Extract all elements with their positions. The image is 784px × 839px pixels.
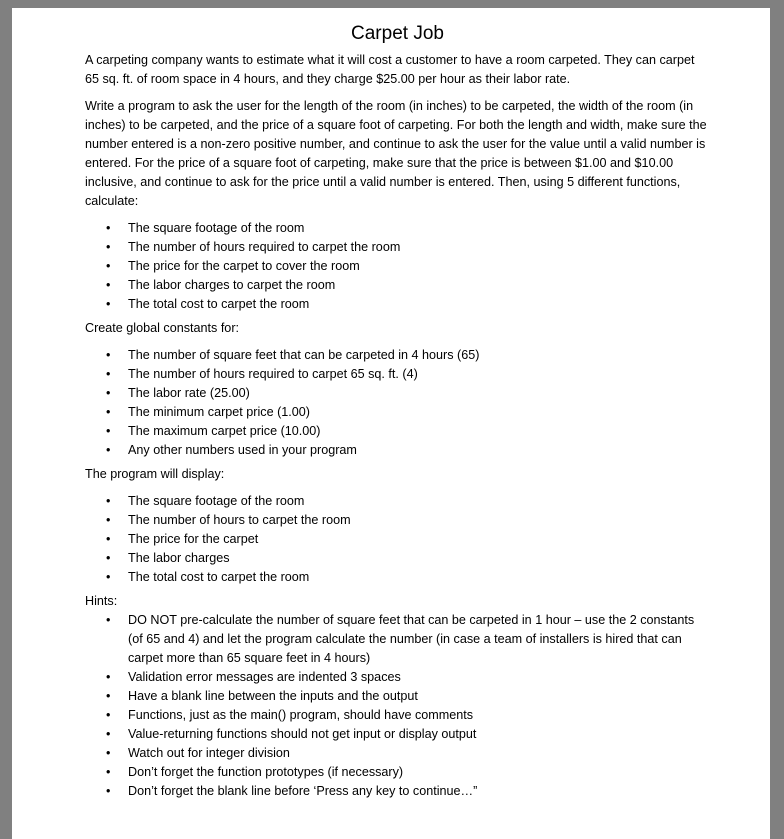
- list-item: • The price for the carpet: [128, 530, 710, 549]
- list-item: • The number of square feet that can be carpeted in 4 hours (65): [128, 346, 710, 365]
- constants-heading: Create global constants for:: [85, 321, 240, 335]
- list-item: • Watch out for integer division: [128, 744, 710, 763]
- list-item: • The price for the carpet to cover the room: [128, 257, 710, 276]
- hints-heading: Hints:: [85, 594, 118, 608]
- list-item: • The number of hours required to carpet the room: [128, 238, 710, 257]
- display-list: [85, 492, 710, 587]
- list-item: • The number of hours required to carpet 65 sq. ft. (4): [128, 365, 710, 384]
- intro-paragraph: A carpeting company wants to estimate what it will cost a customer to have a room carpeted. They can carpet 65 sq. ft. of room space in 4 hours, and they charge $25.00 per hour as their labor rate.: [85, 53, 695, 86]
- list-item: • The labor charges to carpet the room: [128, 276, 710, 295]
- list-item: • The total cost to carpet the room: [128, 295, 710, 314]
- list-item: • Don’t forget the blank line before ‘Press any key to continue…”: [128, 782, 710, 801]
- list-item: • DO NOT pre-calculate the number of square feet that can be carpeted in 1 hour – use the 2 constants (of 65 and 4) and let the program calculate the number (in case a team of installers is hired that can carpet more than 65 square feet in 4 hours): [128, 611, 710, 668]
- hints-section: [85, 592, 710, 801]
- list-item: • The number of hours to carpet the room: [128, 511, 710, 530]
- document-page: [12, 8, 770, 839]
- list-item: • The labor charges: [128, 549, 710, 568]
- list-item: • The total cost to carpet the room: [128, 568, 710, 587]
- list-item: • Validation error messages are indented 3 spaces: [128, 668, 710, 687]
- hints-list: [85, 611, 710, 801]
- list-item: • The square footage of the room: [128, 219, 710, 238]
- list-item: • Any other numbers used in your program: [128, 441, 710, 460]
- page-title: Carpet Job: [351, 23, 444, 44]
- constants-list: [85, 346, 710, 460]
- list-item: • The minimum carpet price (1.00): [128, 403, 710, 422]
- list-item: • Have a blank line between the inputs and the output: [128, 687, 710, 706]
- list-item: • Don’t forget the function prototypes (if necessary): [128, 763, 710, 782]
- list-item: • The square footage of the room: [128, 492, 710, 511]
- list-item: • Value-returning functions should not get input or display output: [128, 725, 710, 744]
- list-item: • Functions, just as the main() program, should have comments: [128, 706, 710, 725]
- list-item: • The maximum carpet price (10.00): [128, 422, 710, 441]
- instructions-paragraph: Write a program to ask the user for the length of the room (in inches) to be carpeted, the width of the room (in inches) to be carpeted, and the price of a square foot of carpeting. For both the length and width, make sure the number entered is a non-zero positive number, and continue to ask the user for the value until a valid number is entered. For the price of a square foot of carpeting, make sure that the price is between $1.00 and $10.00 inclusive, and continue to ask for the price until a valid number is entered. Then, using 5 different functions, calculate:: [85, 99, 707, 208]
- list-item: • The labor rate (25.00): [128, 384, 710, 403]
- display-heading: The program will display:: [85, 467, 225, 481]
- calculate-list: [85, 219, 710, 314]
